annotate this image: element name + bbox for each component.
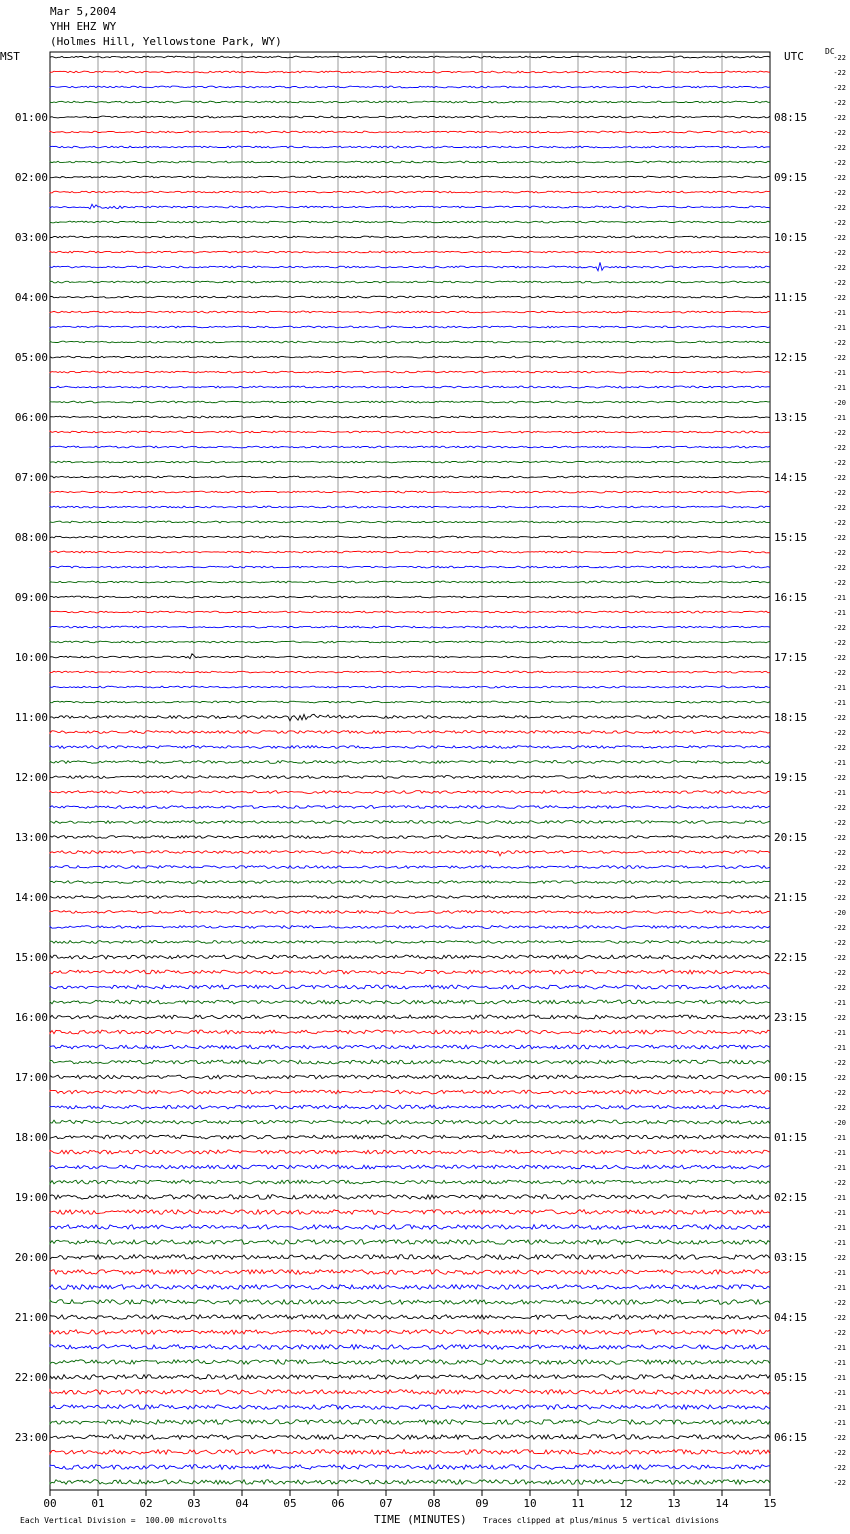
- left-hour-label: 19:00: [14, 1191, 48, 1204]
- trace-line: [50, 1240, 770, 1245]
- trace-line: [50, 386, 770, 388]
- dc-offset-label: -22: [833, 519, 846, 527]
- right-hour-label: 17:15: [774, 651, 808, 664]
- trace-line: [50, 881, 770, 884]
- dc-offset-label: -22: [833, 804, 846, 812]
- dc-offset-label: -22: [833, 264, 846, 272]
- trace-line: [50, 1360, 770, 1365]
- dc-offset-label: -21: [833, 1134, 846, 1142]
- trace-line: [50, 446, 770, 448]
- trace-line: [50, 626, 770, 628]
- left-hour-label: 05:00: [14, 351, 48, 364]
- trace-line: [50, 641, 770, 643]
- right-hour-label: 04:15: [774, 1311, 808, 1324]
- trace-line: [50, 1165, 770, 1169]
- trace-line: [50, 851, 770, 856]
- x-tick-label: 10: [523, 1497, 537, 1510]
- trace-line: [50, 611, 770, 613]
- trace-line: [50, 491, 770, 493]
- dc-offset-label: -22: [833, 219, 846, 227]
- right-hour-label: 03:15: [774, 1251, 808, 1264]
- dc-offset-label: -21: [833, 1404, 846, 1412]
- dc-offset-label: -20: [833, 909, 846, 917]
- left-hour-label: 04:00: [14, 291, 48, 304]
- dc-offset-label: -22: [833, 939, 846, 947]
- dc-offset-label: -22: [833, 1254, 846, 1262]
- trace-line: [50, 236, 770, 238]
- right-hour-label: 01:15: [774, 1131, 808, 1144]
- dc-offset-label: -22: [833, 879, 846, 887]
- trace-line: [50, 204, 770, 209]
- left-hour-label: 02:00: [14, 171, 48, 184]
- dc-offset-label: -21: [833, 369, 846, 377]
- dc-offset-label: -22: [833, 1464, 846, 1472]
- trace-line: [50, 191, 770, 193]
- dc-offset-label: -22: [833, 1299, 846, 1307]
- dc-offset-label: -22: [833, 954, 846, 962]
- right-hour-label: 09:15: [774, 171, 808, 184]
- left-hour-label: 06:00: [14, 411, 48, 424]
- trace-line: [50, 1060, 770, 1064]
- trace-line: [50, 985, 770, 989]
- x-tick-label: 15: [763, 1497, 777, 1510]
- dc-offset-label: -21: [833, 1044, 846, 1052]
- trace-line: [50, 1285, 770, 1290]
- right-hour-label: 22:15: [774, 951, 808, 964]
- trace-line: [50, 1435, 770, 1440]
- left-hour-label: 23:00: [14, 1431, 48, 1444]
- dc-offset-label: -21: [833, 324, 846, 332]
- trace-line: [50, 581, 770, 583]
- right-hour-label: 14:15: [774, 471, 808, 484]
- dc-offset-label: -21: [833, 384, 846, 392]
- x-tick-label: 13: [667, 1497, 681, 1510]
- trace-line: [50, 1480, 770, 1485]
- trace-line: [50, 521, 770, 523]
- dc-offset-label: -22: [833, 249, 846, 257]
- right-hour-label: 15:15: [774, 531, 808, 544]
- dc-offset-label: -21: [833, 1209, 846, 1217]
- x-tick-label: 06: [331, 1497, 345, 1510]
- dc-offset-label: -22: [833, 1179, 846, 1187]
- right-hour-label: 16:15: [774, 591, 808, 604]
- trace-line: [50, 86, 770, 88]
- dc-offset-label: -22: [833, 819, 846, 827]
- trace-line: [50, 221, 770, 223]
- x-tick-label: 08: [427, 1497, 441, 1510]
- trace-line: [50, 1270, 770, 1275]
- dc-offset-label: -20: [833, 1119, 846, 1127]
- trace-line: [50, 654, 770, 659]
- trace-line: [50, 101, 770, 103]
- left-hour-label: 08:00: [14, 531, 48, 544]
- right-hour-label: 06:15: [774, 1431, 808, 1444]
- dc-offset-label: -21: [833, 1374, 846, 1382]
- trace-line: [50, 476, 770, 478]
- trace-line: [50, 761, 770, 764]
- trace-line: [50, 911, 770, 914]
- dc-offset-label: -21: [833, 789, 846, 797]
- trace-line: [50, 116, 770, 118]
- right-hour-label: 00:15: [774, 1071, 808, 1084]
- dc-offset-label: -22: [833, 489, 846, 497]
- trace-line: [50, 1465, 770, 1470]
- trace-line: [50, 731, 770, 734]
- left-hour-label: 12:00: [14, 771, 48, 784]
- trace-line: [50, 896, 770, 899]
- right-hour-label: 20:15: [774, 831, 808, 844]
- dc-offset-label: -21: [833, 1419, 846, 1427]
- trace-line: [50, 356, 770, 358]
- trace-line: [50, 1195, 770, 1200]
- trace-line: [50, 955, 770, 959]
- trace-line: [50, 416, 770, 418]
- trace-line: [50, 1150, 770, 1154]
- dc-offset-label: -21: [833, 309, 846, 317]
- dc-offset-label: -21: [833, 684, 846, 692]
- dc-offset-label: -22: [833, 174, 846, 182]
- dc-offset-label: -22: [833, 279, 846, 287]
- dc-offset-label: -21: [833, 1344, 846, 1352]
- trace-line: [50, 1210, 770, 1215]
- dc-offset-label: -21: [833, 699, 846, 707]
- dc-offset-label: -22: [833, 729, 846, 737]
- dc-offset-label: -21: [833, 1149, 846, 1157]
- dc-offset-label: -21: [833, 1239, 846, 1247]
- trace-line: [50, 1015, 770, 1019]
- trace-line: [50, 701, 770, 703]
- dc-offset-label: -22: [833, 1074, 846, 1082]
- trace-line: [50, 1120, 770, 1124]
- station-code: YHH EHZ WY: [50, 20, 117, 33]
- trace-line: [50, 714, 770, 721]
- right-hour-label: 21:15: [774, 891, 808, 904]
- left-hour-label: 09:00: [14, 591, 48, 604]
- dc-offset-label: -21: [833, 1269, 846, 1277]
- dc-offset-label: -22: [833, 234, 846, 242]
- dc-offset-label: -22: [833, 969, 846, 977]
- dc-label: DC: [825, 47, 835, 56]
- x-tick-label: 07: [379, 1497, 393, 1510]
- left-hour-label: 07:00: [14, 471, 48, 484]
- dc-offset-label: -22: [833, 339, 846, 347]
- trace-line: [50, 131, 770, 133]
- trace-line: [50, 671, 770, 673]
- left-hour-label: 20:00: [14, 1251, 48, 1264]
- dc-offset-label: -22: [833, 189, 846, 197]
- left-hour-label: 11:00: [14, 711, 48, 724]
- right-hour-label: 13:15: [774, 411, 808, 424]
- trace-line: [50, 806, 770, 809]
- left-hour-label: 01:00: [14, 111, 48, 124]
- dc-offset-label: -22: [833, 744, 846, 752]
- left-hour-label: 16:00: [14, 1011, 48, 1024]
- trace-line: [50, 1000, 770, 1004]
- x-tick-label: 01: [91, 1497, 105, 1510]
- right-hour-label: 19:15: [774, 771, 808, 784]
- dc-offset-label: -21: [833, 1194, 846, 1202]
- right-hour-label: 11:15: [774, 291, 808, 304]
- left-hour-label: 22:00: [14, 1371, 48, 1384]
- trace-line: [50, 1420, 770, 1425]
- trace-line: [50, 146, 770, 148]
- dc-offset-label: -22: [833, 849, 846, 857]
- dc-offset-label: -21: [833, 609, 846, 617]
- trace-line: [50, 1180, 770, 1184]
- dc-offset-label: -22: [833, 54, 846, 62]
- dc-offset-label: -22: [833, 624, 846, 632]
- trace-line: [50, 596, 770, 598]
- left-timezone-label: MST: [0, 50, 20, 63]
- trace-line: [50, 371, 770, 373]
- trace-line: [50, 1330, 770, 1335]
- dc-offset-label: -21: [833, 999, 846, 1007]
- dc-offset-label: -22: [833, 504, 846, 512]
- x-axis-title: TIME (MINUTES): [374, 1513, 467, 1526]
- dc-offset-label: -22: [833, 534, 846, 542]
- dc-offset-label: -22: [833, 669, 846, 677]
- trace-line: [50, 1300, 770, 1305]
- x-tick-label: 02: [139, 1497, 153, 1510]
- dc-offset-label: -22: [833, 1329, 846, 1337]
- dc-offset-label: -22: [833, 204, 846, 212]
- trace-line: [50, 686, 770, 688]
- x-tick-label: 09: [475, 1497, 489, 1510]
- dc-offset-label: -22: [833, 834, 846, 842]
- station-location: (Holmes Hill, Yellowstone Park, WY): [50, 35, 282, 48]
- right-hour-label: 12:15: [774, 351, 808, 364]
- dc-offset-label: -22: [833, 159, 846, 167]
- trace-line: [50, 1255, 770, 1260]
- dc-offset-label: -22: [833, 129, 846, 137]
- dc-offset-label: -22: [833, 864, 846, 872]
- left-hour-label: 17:00: [14, 1071, 48, 1084]
- trace-line: [50, 296, 770, 298]
- x-tick-label: 04: [235, 1497, 249, 1510]
- x-tick-label: 03: [187, 1497, 201, 1510]
- dc-offset-label: -22: [833, 474, 846, 482]
- right-hour-label: 18:15: [774, 711, 808, 724]
- dc-offset-label: -22: [833, 1479, 846, 1487]
- trace-line: [50, 970, 770, 974]
- dc-offset-label: -22: [833, 114, 846, 122]
- trace-line: [50, 821, 770, 824]
- right-hour-label: 10:15: [774, 231, 808, 244]
- trace-line: [50, 56, 770, 58]
- trace-line: [50, 251, 770, 253]
- trace-line: [50, 1225, 770, 1230]
- trace-line: [50, 1135, 770, 1139]
- x-tick-label: 00: [43, 1497, 57, 1510]
- x-tick-label: 05: [283, 1497, 297, 1510]
- dc-offset-label: -22: [833, 1059, 846, 1067]
- dc-offset-label: -22: [833, 984, 846, 992]
- dc-offset-label: -22: [833, 1104, 846, 1112]
- trace-line: [50, 281, 770, 283]
- trace-line: [50, 941, 770, 944]
- trace-line: [50, 536, 770, 538]
- trace-line: [50, 326, 770, 328]
- trace-line: [50, 791, 770, 794]
- trace-line: [50, 1390, 770, 1395]
- dc-offset-label: -22: [833, 1314, 846, 1322]
- dc-offset-label: -21: [833, 1359, 846, 1367]
- dc-offset-label: -22: [833, 924, 846, 932]
- left-hour-label: 14:00: [14, 891, 48, 904]
- dc-offset-label: -21: [833, 1164, 846, 1172]
- trace-line: [50, 1075, 770, 1079]
- trace-line: [50, 1105, 770, 1109]
- dc-offset-label: -21: [833, 1224, 846, 1232]
- dc-offset-label: -21: [833, 1284, 846, 1292]
- trace-line: [50, 1405, 770, 1410]
- dc-offset-label: -21: [833, 414, 846, 422]
- x-tick-label: 14: [715, 1497, 729, 1510]
- left-hour-label: 03:00: [14, 231, 48, 244]
- dc-offset-label: -22: [833, 1449, 846, 1457]
- trace-line: [50, 1045, 770, 1049]
- left-hour-label: 15:00: [14, 951, 48, 964]
- right-hour-label: 02:15: [774, 1191, 808, 1204]
- trace-line: [50, 1375, 770, 1380]
- trace-line: [50, 1030, 770, 1034]
- dc-offset-label: -22: [833, 579, 846, 587]
- trace-line: [50, 551, 770, 553]
- dc-offset-label: -21: [833, 594, 846, 602]
- dc-offset-label: -22: [833, 1014, 846, 1022]
- trace-line: [50, 1450, 770, 1455]
- left-hour-label: 21:00: [14, 1311, 48, 1324]
- dc-offset-label: -20: [833, 399, 846, 407]
- trace-line: [50, 776, 770, 779]
- left-hour-label: 18:00: [14, 1131, 48, 1144]
- dc-offset-label: -22: [833, 429, 846, 437]
- right-hour-label: 08:15: [774, 111, 808, 124]
- trace-line: [50, 506, 770, 508]
- trace-line: [50, 461, 770, 463]
- dc-offset-label: -22: [833, 774, 846, 782]
- dc-offset-label: -22: [833, 294, 846, 302]
- trace-line: [50, 161, 770, 163]
- trace-line: [50, 1345, 770, 1350]
- trace-line: [50, 176, 770, 178]
- right-hour-label: 05:15: [774, 1371, 808, 1384]
- dc-offset-label: -22: [833, 639, 846, 647]
- clip-note: Traces clipped at plus/minus 5 vertical divisions: [483, 1516, 720, 1525]
- dc-offset-label: -21: [833, 1389, 846, 1397]
- x-tick-label: 12: [619, 1497, 633, 1510]
- dc-offset-label: -22: [833, 459, 846, 467]
- trace-line: [50, 566, 770, 568]
- trace-line: [50, 1090, 770, 1094]
- dc-offset-label: -22: [833, 549, 846, 557]
- trace-line: [50, 311, 770, 313]
- dc-offset-label: -22: [833, 144, 846, 152]
- dc-offset-label: -22: [833, 894, 846, 902]
- dc-offset-label: -22: [833, 444, 846, 452]
- right-hour-label: 23:15: [774, 1011, 808, 1024]
- trace-line: [50, 836, 770, 839]
- trace-line: [50, 866, 770, 869]
- trace-line: [50, 71, 770, 73]
- dc-offset-label: -22: [833, 84, 846, 92]
- dc-offset-label: -22: [833, 99, 846, 107]
- dc-offset-label: -22: [833, 564, 846, 572]
- left-hour-label: 10:00: [14, 651, 48, 664]
- trace-line: [50, 431, 770, 433]
- dc-offset-label: -22: [833, 1089, 846, 1097]
- trace-line: [50, 1315, 770, 1320]
- left-hour-label: 13:00: [14, 831, 48, 844]
- trace-line: [50, 401, 770, 403]
- trace-line: [50, 926, 770, 929]
- scale-note: Each Vertical Division = 100.00 microvolts: [20, 1516, 228, 1525]
- chart-date: Mar 5,2004: [50, 5, 117, 18]
- x-tick-label: 11: [571, 1497, 585, 1510]
- dc-offset-label: -22: [833, 714, 846, 722]
- trace-line: [50, 262, 770, 270]
- trace-line: [50, 746, 770, 749]
- trace-line: [50, 341, 770, 343]
- dc-offset-label: -22: [833, 69, 846, 77]
- dc-offset-label: -21: [833, 759, 846, 767]
- right-timezone-label: UTC: [784, 50, 804, 63]
- dc-offset-label: -22: [833, 654, 846, 662]
- dc-offset-label: -21: [833, 1029, 846, 1037]
- dc-offset-label: -22: [833, 1434, 846, 1442]
- dc-offset-label: -22: [833, 354, 846, 362]
